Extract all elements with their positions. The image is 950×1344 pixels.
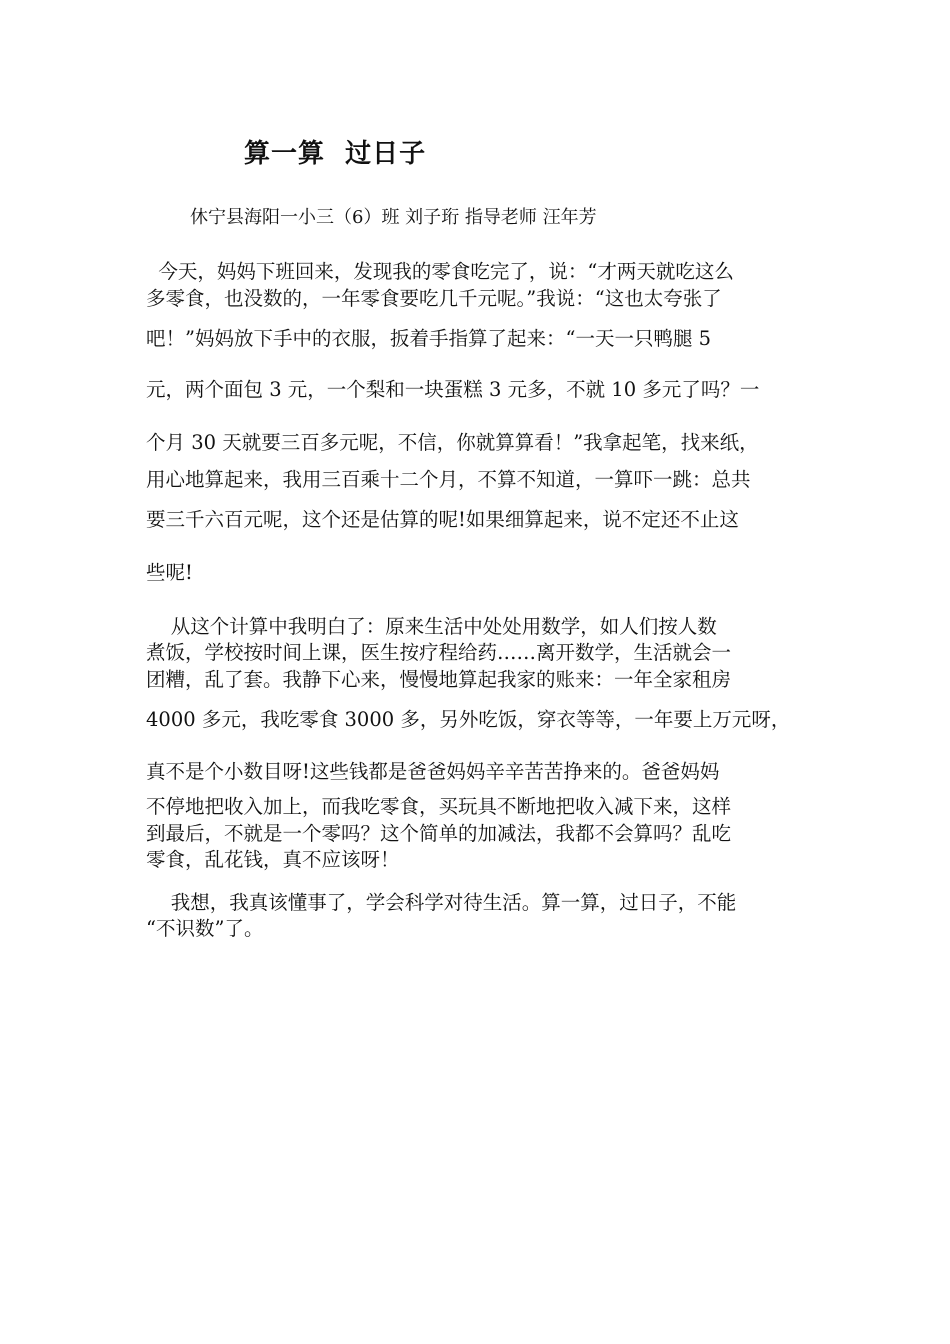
text-line: “不识数”了。 <box>146 917 264 940</box>
text-line: 从这个计算中我明白了：原来生活中处处用数学，如人们按人数 <box>146 615 717 638</box>
text-line: 真不是个小数目呀!这些钱都是爸爸妈妈辛辛苦苦挣来的。爸爸妈妈 <box>146 760 720 783</box>
text-line: 今天，妈妈下班回来，发现我的零食吃完了，说：“才两天就吃这么 <box>146 260 734 283</box>
text-line: 用心地算起来，我用三百乘十二个月，不算不知道，一算吓一跳：总共 <box>146 468 751 491</box>
author-byline: 休宁县海阳一小三（6）班 刘子珩 指导老师 汪年芳 <box>190 207 597 228</box>
text-line: 我想，我真该懂事了，学会科学对待生活。算一算，过日子，不能 <box>146 891 737 914</box>
text-line: 团糟，乱了套。我静下心来，慢慢地算起我家的账来：一年全家租房 <box>146 668 732 691</box>
text-line: 多零食，也没数的，一年零食要吃几千元呢。”我说：“这也太夸张了 <box>146 287 722 310</box>
text-line: 煮饭，学校按时间上课，医生按疗程给药……离开数学，生活就会一 <box>146 641 732 664</box>
text-line: 个月 30 天就要三百多元呢，不信，你就算算看！”我拿起笔，找来纸， <box>146 431 759 454</box>
text-line: 到最后，不就是一个零吗？这个简单的加减法，我都不会算吗？乱吃 <box>146 822 732 845</box>
text-line: 吧！”妈妈放下手中的衣服，扳着手指算了起来：“一天一只鸭腿 5 <box>146 327 712 350</box>
text-line: 元，两个面包 3 元，一个梨和一块蛋糕 3 元多，不就 10 多元了吗？一 <box>146 378 760 401</box>
text-line: 不停地把收入加上，而我吃零食，买玩具不断地把收入减下来，这样 <box>146 795 732 818</box>
text-line: 4000 多元，我吃零食 3000 多，另外吃饭，穿衣等等，一年要上万元呀， <box>146 708 791 731</box>
text-line: 些呢! <box>146 561 193 584</box>
text-line: 零食，乱花钱，真不应该呀！ <box>146 848 400 871</box>
document-title: 算一算 过日子 <box>244 139 427 169</box>
text-line: 要三千六百元呢，这个还是估算的呢!如果细算起来，说不定还不止这 <box>146 508 739 531</box>
